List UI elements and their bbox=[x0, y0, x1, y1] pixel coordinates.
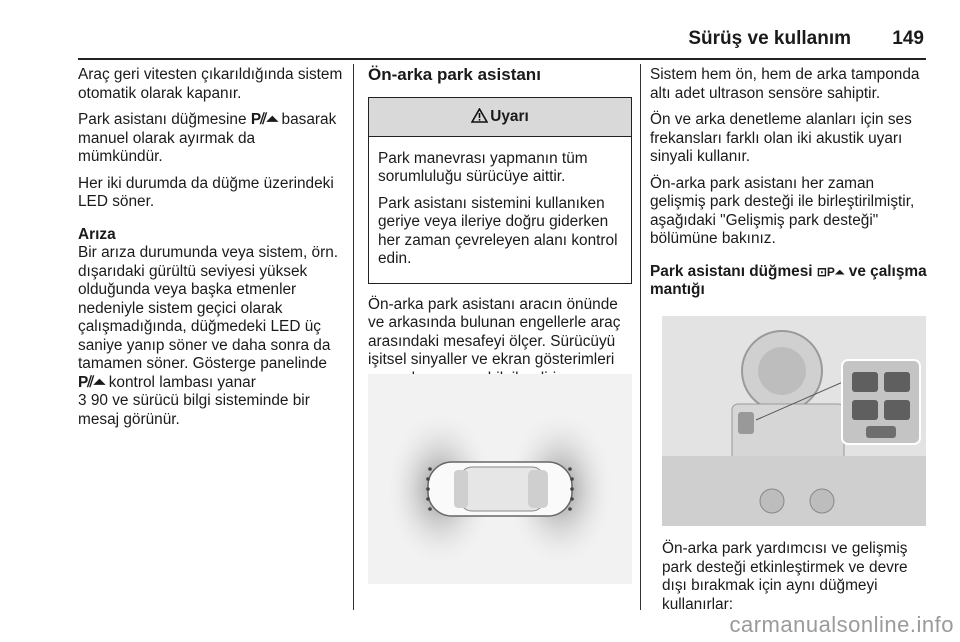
warning-triangle-icon bbox=[471, 108, 488, 123]
column-divider bbox=[640, 64, 641, 610]
paragraph: Ön-arka park asistanı her zaman gelişmiş park desteği ile birleştirilmiştir, aşağıdaki "Gelişmiş park desteği" bölümüne bakınız. bbox=[650, 174, 915, 247]
fault-heading: Arıza bbox=[78, 225, 116, 243]
park-assist-icon: P⫽⏶ bbox=[250, 111, 278, 128]
warning-header: Uyarı bbox=[369, 98, 631, 137]
section-heading: Ön-arka park asistanı bbox=[368, 65, 541, 84]
paragraph: Ön-arka park yardımcısı ve gelişmiş park desteği etkinleştirmek ve devre dışı bırakmak için aynı düğmeyi kullanırlar: bbox=[662, 540, 908, 613]
paragraph: Sistem hem ön, hem de arka tamponda altı adet ultrason sensöre sahiptir. bbox=[650, 66, 920, 102]
column-left bbox=[78, 66, 344, 437]
parking-sensor-illustration bbox=[368, 374, 632, 584]
column-right bbox=[650, 66, 928, 311]
paragraph: Bir arıza durumunda veya sistem, örn. dışarıdaki gürültü seviyesi yüksek olduğunda veya başka etmenler nedeniyle sistem geçici olarak çalışmadığında, düğmedeki LED üç saniye yanıp söner ve daha sonra da tamamen söner. Gösterge panelinde P⫽⏶ kontrol lambası yanar 3 90 ve sürücü bilgi sisteminde bir mesaj görünür. bbox=[78, 244, 339, 428]
park-button-icon: ⊡P⏶ bbox=[816, 264, 845, 279]
watermark: carmanualsonline.info bbox=[729, 612, 954, 637]
header-divider bbox=[78, 58, 926, 60]
page-reference: 3 90 ve sürücü bilgi sisteminde bir mesaj görünür. bbox=[78, 392, 310, 428]
paragraph: Araç geri vitesten çıkarıldığında sistem otomatik olarak kapanır. bbox=[78, 66, 343, 102]
car-icon bbox=[428, 462, 572, 516]
paragraph: Ön-arka park asistanı aracın önünde ve arkasında bulunan engellerle araç arasındaki mesafeyi ölçer. Sürücüyü işitsel sinyaller ve ekran gösterimleri bbox=[368, 295, 621, 368]
dashboard-illustration bbox=[662, 316, 926, 526]
subheading: Park asistanı düğmesi ⊡P⏶ ve çalışma mantığı bbox=[650, 262, 927, 298]
paragraph: Her iki durumda da düğme üzerindeki LED söner. bbox=[78, 174, 334, 210]
section-title: Sürüş ve kullanım bbox=[688, 28, 851, 49]
warning-box bbox=[368, 97, 632, 284]
page-number: 149 bbox=[892, 28, 924, 49]
warning-text: Park asistanı sistemini kullanıken geriye veya ileriye doğru giderken her zaman çevreleyen alanı kontrol edin. bbox=[378, 194, 618, 267]
park-button-icon bbox=[738, 412, 754, 434]
paragraph: Ön ve arka denetleme alanları için ses frekansları farklı olan iki akustik uyarı sinyali kullanır. bbox=[650, 111, 912, 165]
warning-text: Park manevrası yapmanın tüm sorumluluğu sürücüye aittir. bbox=[378, 149, 588, 185]
park-assist-icon: P⫽⏶ bbox=[78, 373, 105, 391]
page-header bbox=[78, 22, 926, 62]
column-middle bbox=[368, 66, 632, 396]
column-divider bbox=[353, 64, 354, 610]
paragraph: Park asistanı düğmesine P⫽⏶ basarak manuel olarak ayırmak da mümkündür. bbox=[78, 111, 337, 165]
